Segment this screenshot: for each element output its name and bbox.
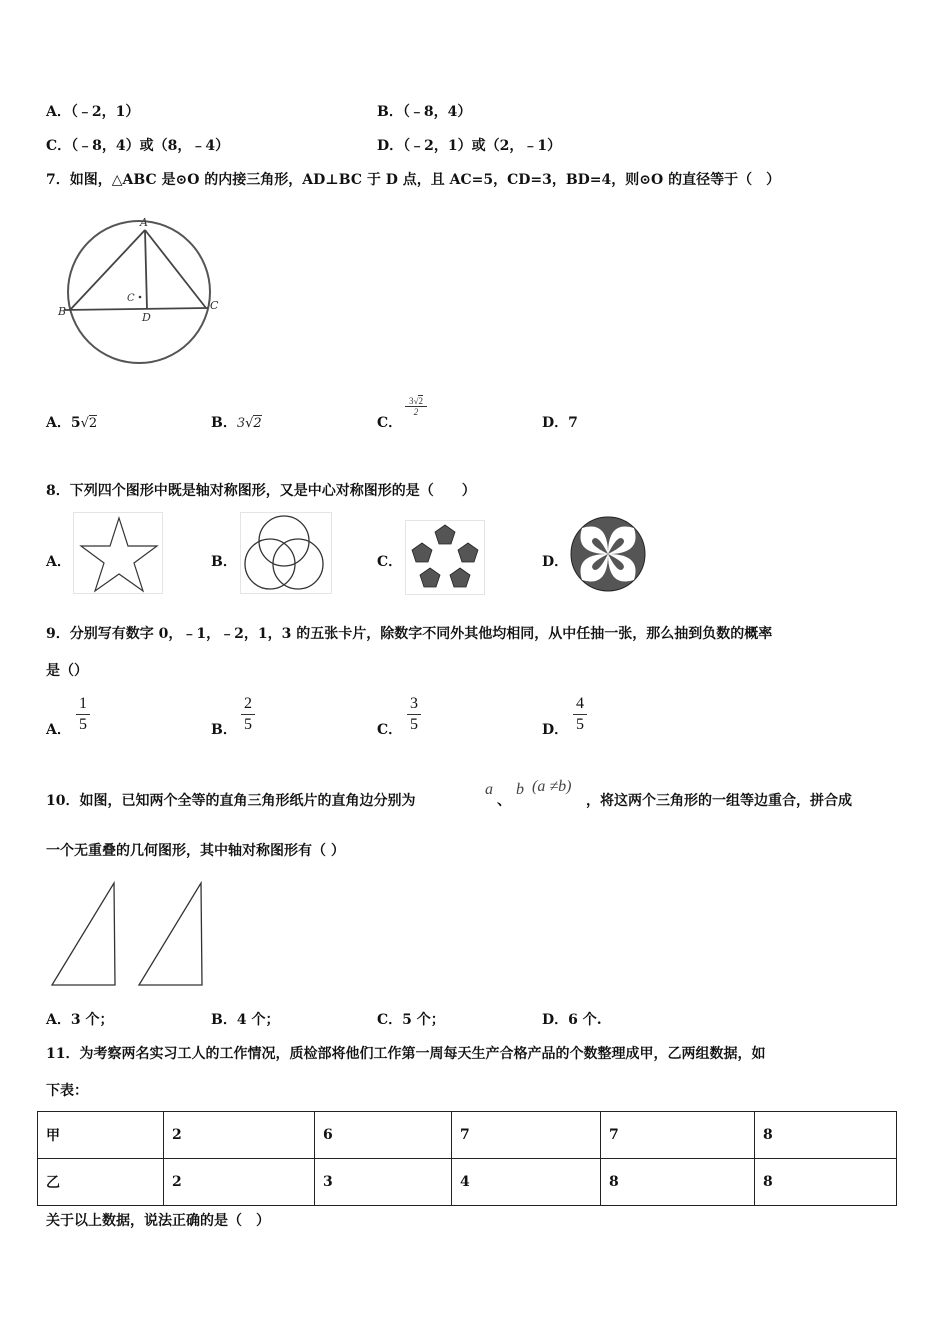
q10-var-b: b bbox=[516, 781, 524, 798]
label-center-o: C bbox=[127, 293, 135, 304]
table-cell: 7 bbox=[452, 1112, 601, 1159]
q9-option-a-fraction: 1 5 bbox=[76, 695, 90, 734]
q7-option-a: A．5√2 bbox=[46, 415, 98, 431]
q9-option-b-label: B． bbox=[211, 722, 237, 738]
q8-option-c-label: C． bbox=[377, 554, 403, 570]
pentagon-ring-figure bbox=[405, 520, 485, 595]
q10-option-b: B．4 个； bbox=[211, 1012, 280, 1028]
q10-separator: 、 bbox=[497, 793, 511, 809]
q9-option-a-label: A． bbox=[46, 722, 71, 738]
table-cell: 乙 bbox=[38, 1159, 164, 1206]
label-a: A bbox=[140, 216, 148, 229]
table-cell: 甲 bbox=[38, 1112, 164, 1159]
q8-option-d-label: D． bbox=[542, 554, 569, 570]
q6-option-b-text: （﹣8，4） bbox=[402, 104, 472, 120]
table-cell: 8 bbox=[755, 1159, 897, 1206]
table-cell: 8 bbox=[755, 1112, 897, 1159]
q6-option-b: B．（﹣8，4） bbox=[377, 104, 472, 120]
q8-option-a-label: A． bbox=[46, 554, 71, 570]
label-b: B bbox=[58, 305, 67, 318]
three-circles-figure bbox=[240, 512, 332, 594]
center-dot bbox=[139, 296, 142, 299]
q7-stem: 7．如图，△ABC 是⊙O 的内接三角形，AD⊥BC 于 D 点，且 AC=5，CD=3，BD=4，则⊙O 的直径等于（ ） bbox=[46, 172, 781, 188]
q6-option-d: D．（﹣2，1）或（2，﹣1） bbox=[377, 138, 562, 154]
table-row bbox=[38, 1159, 897, 1206]
side-bc bbox=[64, 308, 208, 310]
q11-data-table bbox=[37, 1111, 897, 1206]
q9-option-c-label: C． bbox=[377, 722, 403, 738]
table-cell: 8 bbox=[601, 1159, 755, 1206]
q8-option-b-label: B． bbox=[211, 554, 237, 570]
q11-after-text: 关于以上数据，说法正确的是（ ） bbox=[46, 1213, 270, 1229]
label-d: D bbox=[142, 311, 151, 324]
q7-circle-figure bbox=[58, 210, 228, 370]
q10-var-a: a bbox=[485, 781, 493, 798]
q8-stem: 8．下列四个图形中既是轴对称图形，又是中心对称图形的是（ ） bbox=[46, 483, 476, 499]
q10-stem-part2: ，将这两个三角形的一组等边重合，拼合成 bbox=[586, 793, 852, 809]
q6-option-c-text: （﹣8，4）或（8，﹣4） bbox=[71, 138, 230, 154]
star-figure bbox=[73, 512, 163, 594]
q9-option-b-fraction: 2 5 bbox=[241, 695, 255, 734]
q6-option-a-text: （﹣2，1） bbox=[70, 104, 140, 120]
q10-condition: (a ≠b) bbox=[532, 778, 572, 795]
q10-option-c: C．5 个； bbox=[377, 1012, 445, 1028]
q7-option-d: D．7 bbox=[542, 415, 578, 431]
q9-option-c-fraction: 3 5 bbox=[407, 695, 421, 734]
q11-stem-line2: 下表： bbox=[46, 1083, 88, 1099]
table-cell: 4 bbox=[452, 1159, 601, 1206]
q7-option-c-label: C． bbox=[377, 415, 403, 431]
q7-option-b: B．3√2 bbox=[211, 415, 262, 431]
label-c: C bbox=[210, 299, 219, 312]
q9-option-d-fraction: 4 5 bbox=[573, 695, 587, 734]
q10-stem-line2: 一个无重叠的几何图形，其中轴对称图形有（ ） bbox=[46, 843, 345, 859]
table-row bbox=[38, 1112, 897, 1159]
table-cell: 2 bbox=[164, 1159, 315, 1206]
circumcircle bbox=[68, 221, 210, 363]
table-cell: 3 bbox=[315, 1159, 452, 1206]
q11-stem-line1: 11．为考察两名实习工人的工作情况，质检部将他们工作第一周每天生产合格产品的个数整理成甲，乙两组数据，如 bbox=[46, 1046, 766, 1062]
q10-option-d: D．6 个. bbox=[542, 1012, 602, 1028]
q10-stem-part1: 10．如图，已知两个全等的直角三角形纸片的直角边分别为 bbox=[46, 793, 416, 809]
table-cell: 2 bbox=[164, 1112, 315, 1159]
four-petal-circle-figure bbox=[568, 514, 648, 594]
q9-stem-line1: 9．分别写有数字 0，﹣1，﹣2，1，3 的五张卡片，除数字不同外其他均相同，从中任抽一张，那么抽到负数的概率 bbox=[46, 626, 773, 642]
q7-option-c-fraction: 3√2 2 bbox=[405, 396, 427, 417]
q10-option-a: A．3 个； bbox=[46, 1012, 114, 1028]
q9-option-d-label: D． bbox=[542, 722, 569, 738]
altitude-ad bbox=[145, 230, 147, 309]
q9-stem-line2: 是（） bbox=[46, 663, 88, 679]
q6-option-a: A．（﹣2，1） bbox=[46, 104, 140, 120]
q6-option-d-text: （﹣2，1）或（2，﹣1） bbox=[403, 138, 562, 154]
side-ac bbox=[145, 230, 206, 308]
q6-option-c: C．（﹣8，4）或（8，﹣4） bbox=[46, 138, 230, 154]
two-right-triangles-figure bbox=[48, 880, 208, 990]
table-cell: 7 bbox=[601, 1112, 755, 1159]
table-cell: 6 bbox=[315, 1112, 452, 1159]
